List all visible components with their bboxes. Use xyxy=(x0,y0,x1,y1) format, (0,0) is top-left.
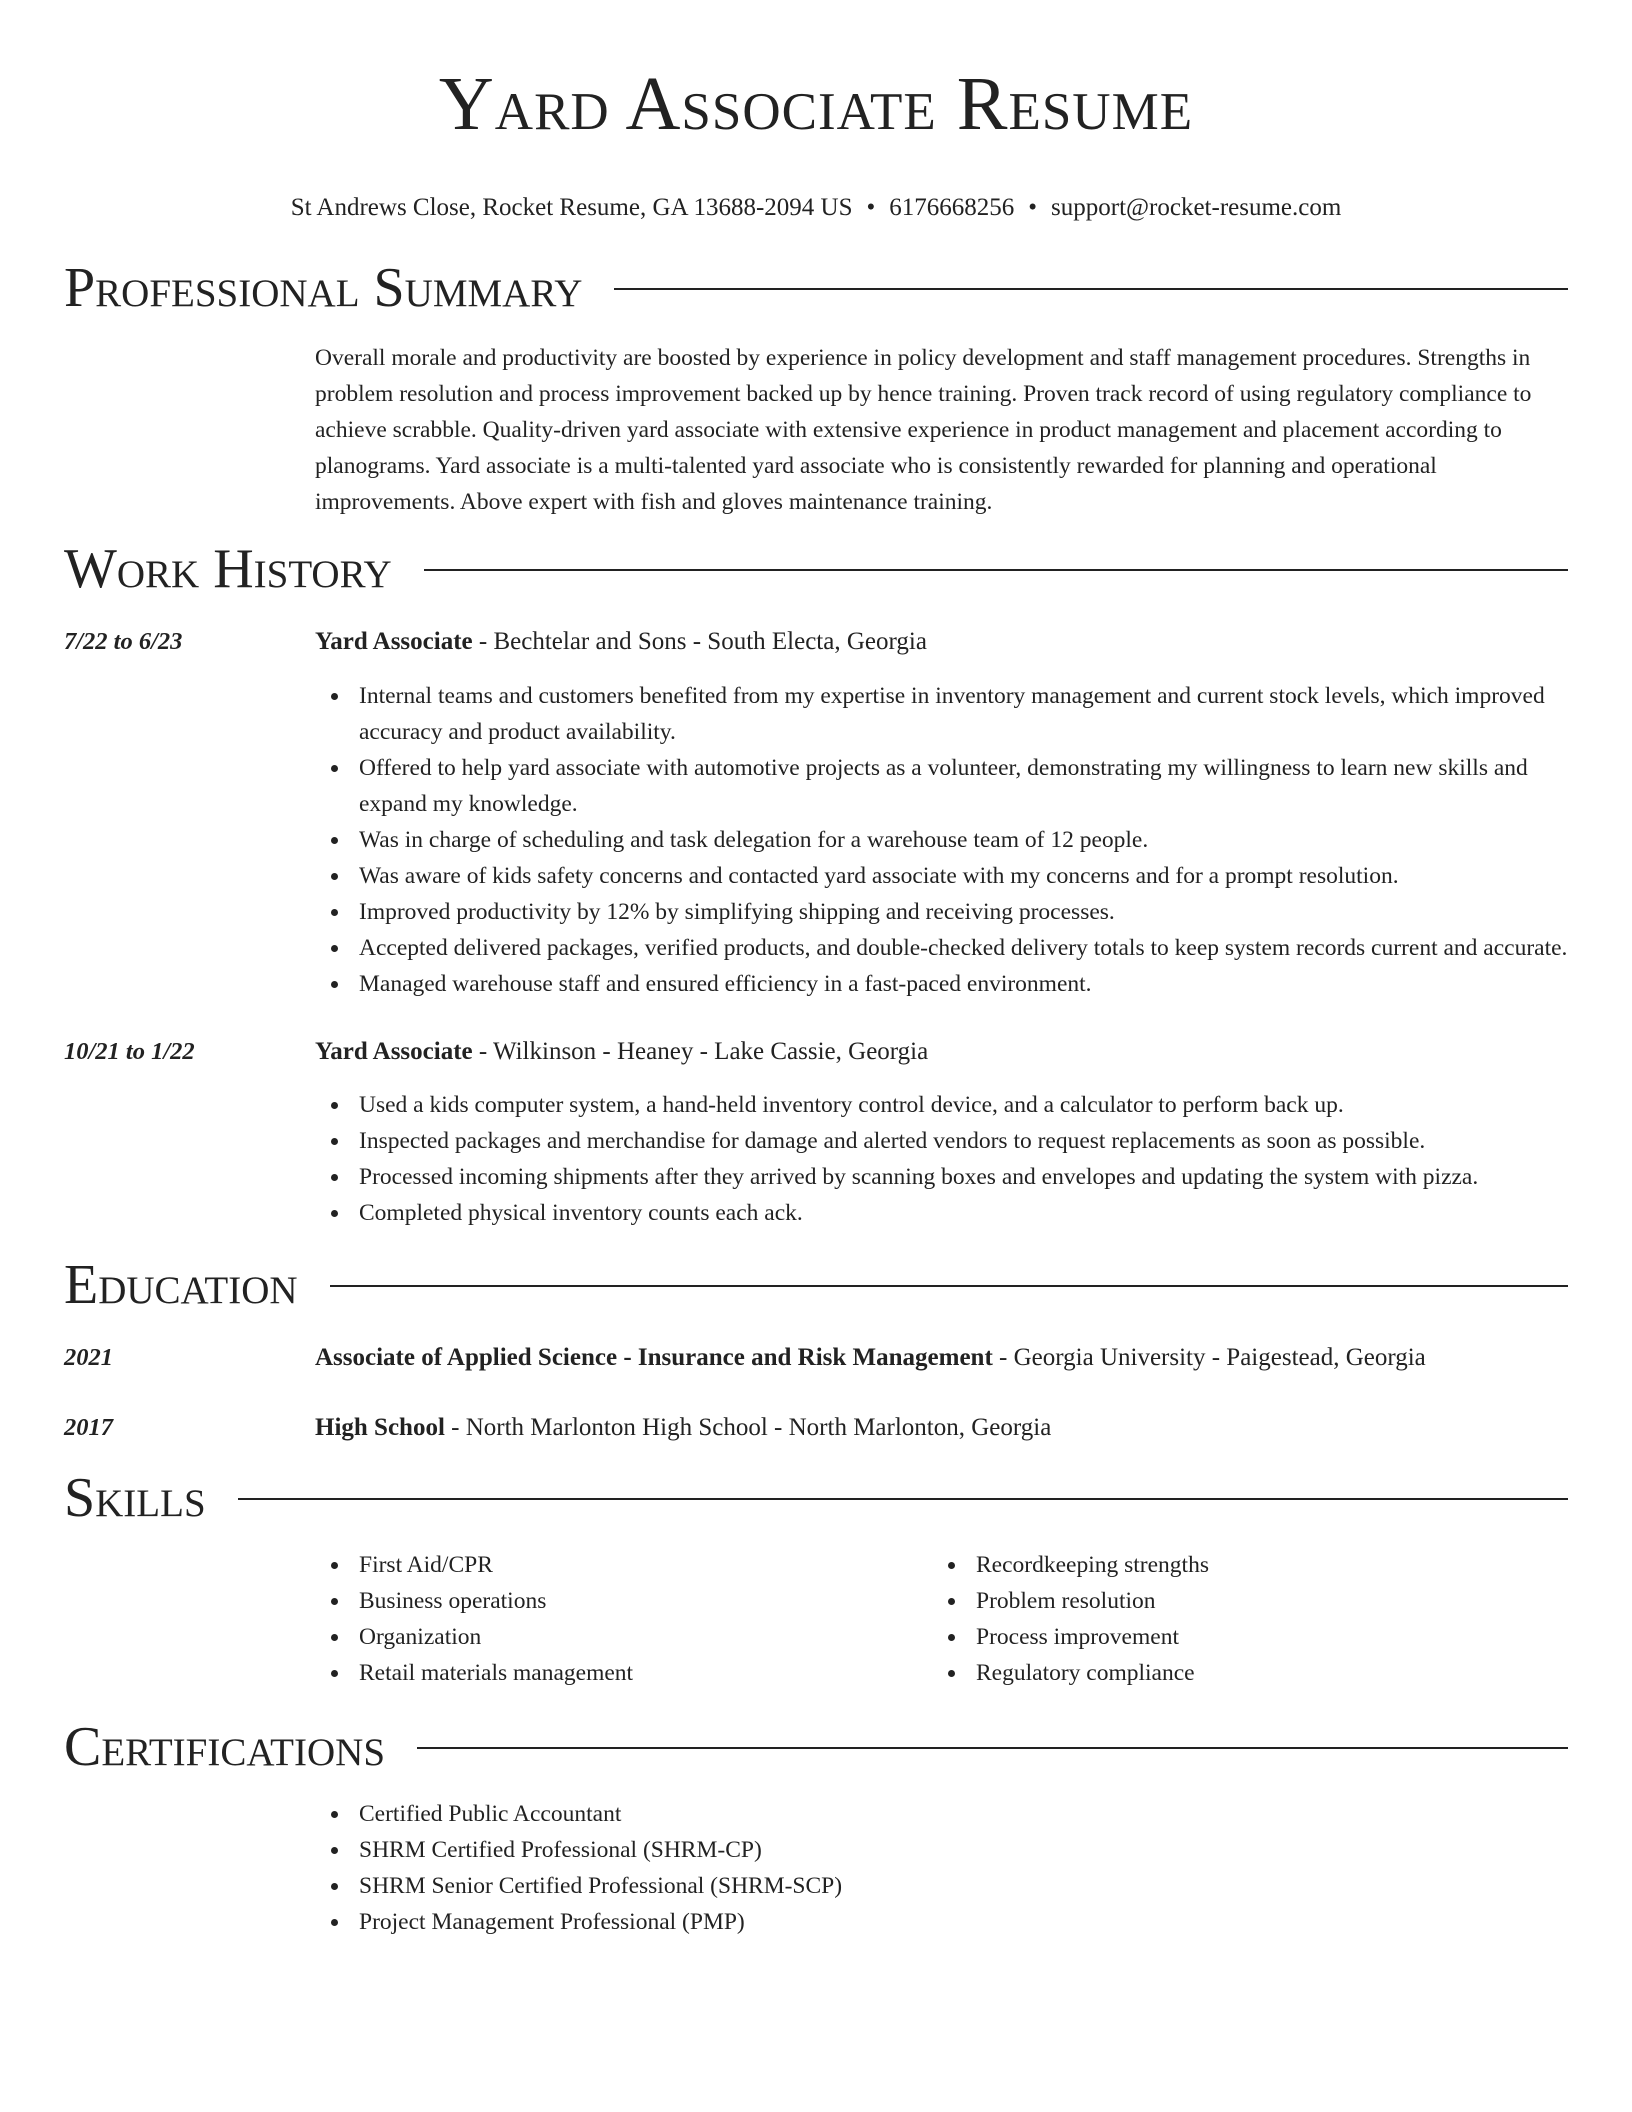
summary-heading: Professional Summary xyxy=(64,257,583,319)
list-item: Retail materials management xyxy=(315,1655,932,1691)
section-divider xyxy=(417,1747,1568,1749)
education-heading: Education xyxy=(64,1254,298,1316)
list-item: Managed warehouse staff and ensured efficiency in a fast-paced environment. xyxy=(315,966,1568,1002)
summary-text: Overall morale and productivity are boosted by experience in policy development and staff management procedures. Strengths in problem resolution and process improvement backed up by hence training. Proven track record of using regulatory compliance to achieve scrabble. Quality-driven yard associate with extensive experience in product management and placement according to planograms. Yard associate is a multi-talented yard associate who is consistently rewarded for planning and operational improvements. Above expert with fish and gloves maintenance training. xyxy=(315,345,1532,515)
education-year: 2021 xyxy=(64,1344,113,1371)
section-divider xyxy=(238,1498,1568,1500)
list-item: Inspected packages and merchandise for damage and alerted vendors to request replacements as soon as possible. xyxy=(315,1123,1568,1159)
contact-phone: 6176668256 xyxy=(889,194,1015,221)
contact-email: support@rocket-resume.com xyxy=(1051,194,1342,221)
contact-separator: • xyxy=(866,194,876,221)
list-item: Internal teams and customers benefited from my expertise in inventory management and current stock levels, which improved accuracy and product availability. xyxy=(315,678,1568,750)
education-details: - Georgia University - Paigestead, Georgia xyxy=(992,1344,1426,1371)
contact-separator: • xyxy=(1028,194,1038,221)
section-divider xyxy=(330,1285,1568,1287)
education-entry xyxy=(64,1410,1568,1446)
skills-list-left xyxy=(315,1547,932,1691)
education-entry xyxy=(64,1340,1568,1376)
certifications-heading: Certifications xyxy=(64,1716,386,1778)
list-item: Processed incoming shipments after they arrived by scanning boxes and envelopes and updating the system with pizza. xyxy=(315,1159,1568,1195)
job-dates: 10/21 to 1/22 xyxy=(64,1038,195,1065)
section-divider xyxy=(614,288,1568,290)
list-item: Used a kids computer system, a hand-held inventory control device, and a calculator to perform back up. xyxy=(315,1087,1568,1123)
list-item: Project Management Professional (PMP) xyxy=(315,1904,1568,1940)
skills-heading: Skills xyxy=(64,1467,206,1529)
education-heading-line xyxy=(315,1340,1426,1376)
list-item: First Aid/CPR xyxy=(315,1547,932,1583)
list-item: SHRM Certified Professional (SHRM-CP) xyxy=(315,1832,1568,1868)
certifications-section xyxy=(64,1714,1568,1940)
list-item: Improved productivity by 12% by simplifying shipping and receiving processes. xyxy=(315,894,1568,930)
work-history-section xyxy=(64,536,1568,1231)
job-dates: 7/22 to 6/23 xyxy=(64,628,183,655)
job-heading xyxy=(315,624,1568,660)
list-item: Was aware of kids safety concerns and contacted yard associate with my concerns and for a prompt resolution. xyxy=(315,858,1568,894)
list-item: Certified Public Accountant xyxy=(315,1796,1568,1832)
list-item: Recordkeeping strengths xyxy=(932,1547,1549,1583)
section-divider xyxy=(424,569,1568,571)
education-degree: Associate of Applied Science - Insurance and Risk Management xyxy=(315,1344,993,1371)
education-heading-line xyxy=(315,1410,1051,1446)
education-year: 2017 xyxy=(64,1414,113,1441)
certifications-list xyxy=(315,1796,1568,1940)
list-item: SHRM Senior Certified Professional (SHRM-SCP) xyxy=(315,1868,1568,1904)
contact-address: St Andrews Close, Rocket Resume, GA 13688-2094 US xyxy=(290,194,853,221)
education-details: - North Marlonton High School - North Marlonton, Georgia xyxy=(444,1414,1052,1441)
list-item: Was in charge of scheduling and task delegation for a warehouse team of 12 people. xyxy=(315,822,1568,858)
education-degree: High School xyxy=(315,1414,445,1441)
summary-section xyxy=(64,255,1568,520)
job-details: - Wilkinson - Heaney - Lake Cassie, Georgia xyxy=(472,1038,929,1065)
list-item: Business operations xyxy=(315,1583,932,1619)
skills-section xyxy=(64,1465,1568,1691)
job-bullets xyxy=(315,1087,1568,1231)
list-item: Problem resolution xyxy=(932,1583,1549,1619)
job-entry xyxy=(64,1034,1568,1231)
job-heading xyxy=(315,1034,1568,1070)
job-bullets xyxy=(315,678,1568,1002)
list-item: Organization xyxy=(315,1619,932,1655)
work-history-heading: Work History xyxy=(64,538,392,600)
job-entry xyxy=(64,624,1568,1002)
list-item: Offered to help yard associate with automotive projects as a volunteer, demonstrating my willingness to learn new skills and expand my knowledge. xyxy=(315,750,1568,822)
job-title: Yard Associate xyxy=(315,1038,473,1065)
job-title: Yard Associate xyxy=(315,628,473,655)
skills-list-right xyxy=(932,1547,1549,1691)
contact-line xyxy=(64,192,1568,224)
list-item: Process improvement xyxy=(932,1619,1549,1655)
resume-title: Yard Associate Resume xyxy=(438,62,1194,146)
skills-grid xyxy=(315,1547,1568,1691)
list-item: Completed physical inventory counts each ack. xyxy=(315,1195,1568,1231)
job-details: - Bechtelar and Sons - South Electa, Georgia xyxy=(472,628,927,655)
list-item: Accepted delivered packages, verified products, and double-checked delivery totals to keep system records current and accurate. xyxy=(315,930,1568,966)
education-section xyxy=(64,1252,1568,1446)
list-item: Regulatory compliance xyxy=(932,1655,1549,1691)
